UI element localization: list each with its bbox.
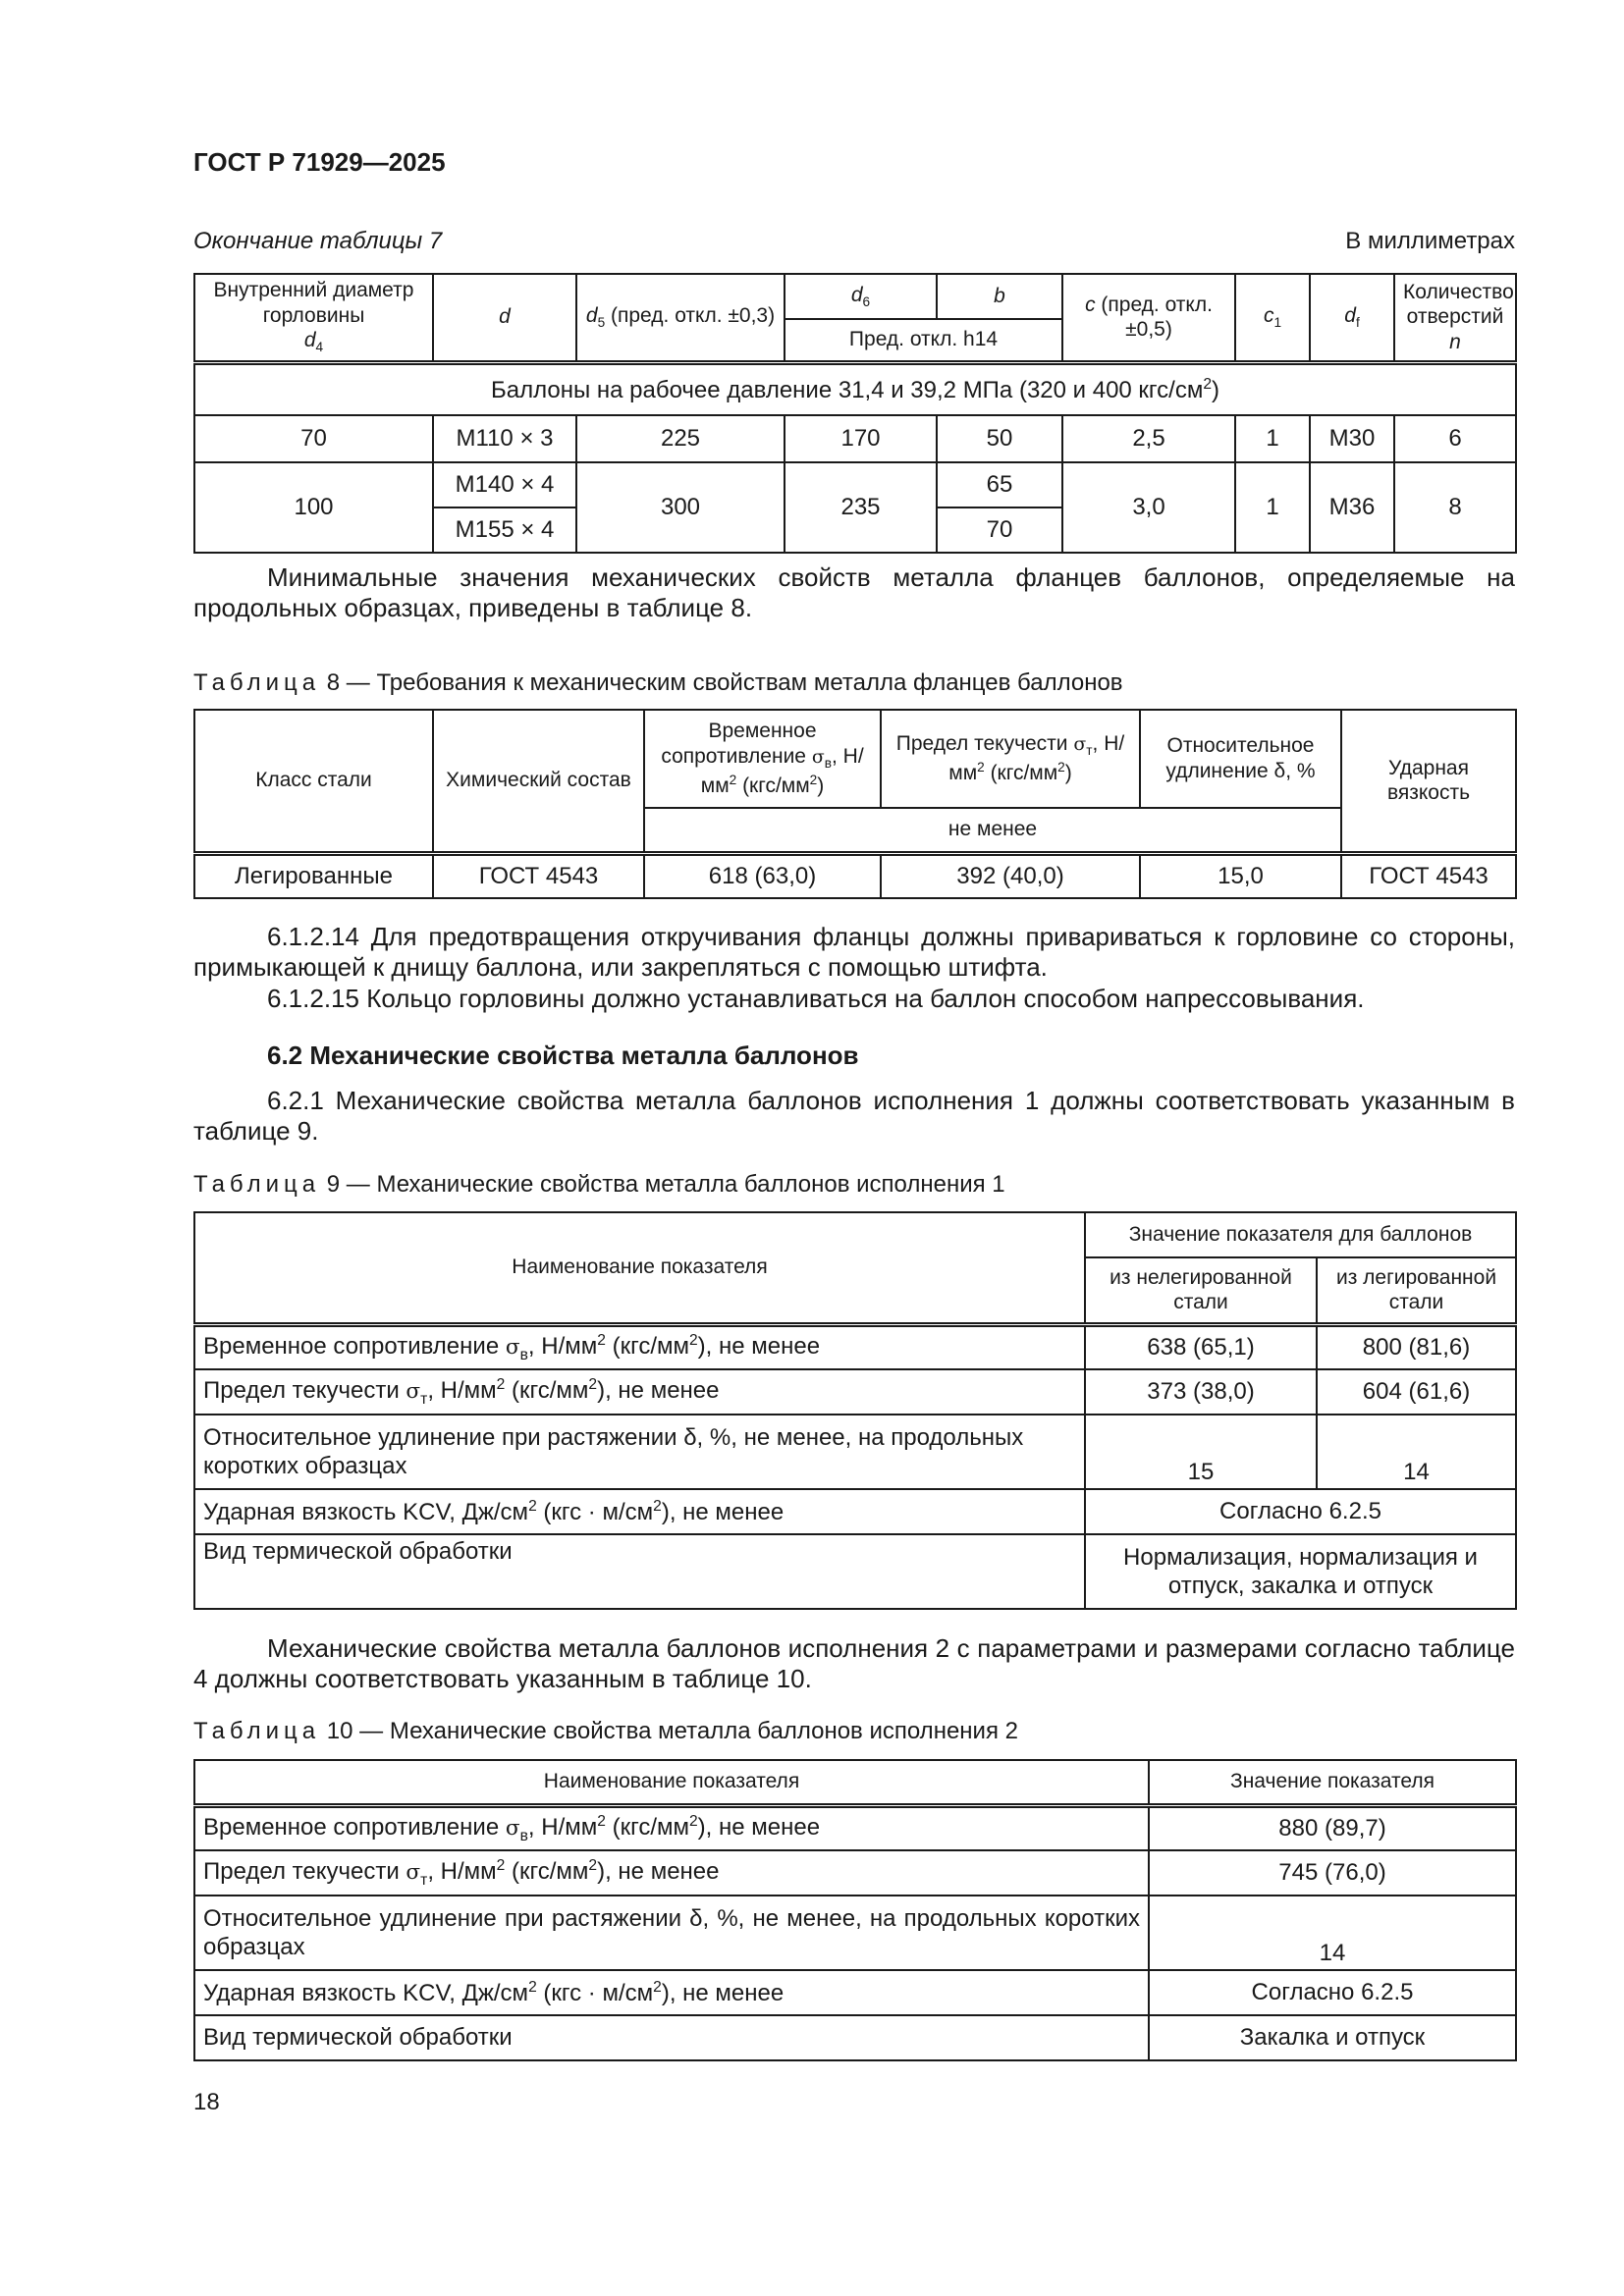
page-number: 18 <box>193 2089 220 2115</box>
t8-h-impact: Ударная вязкость <box>1341 710 1516 853</box>
paragraph-version-2: Механические свойства металла баллонов исполнения 2 с параметрами и размерами согласно таблице 4 должны соответствовать указанным в таблице 10. <box>193 1633 1515 1693</box>
t9-row-heat-treatment: Вид термической обработки Нормализация, нормализация и отпуск, закалка и отпуск <box>194 1534 1516 1609</box>
t8-h-elong: Относительное удлинение δ, % <box>1140 710 1341 808</box>
t10-row-impact: Ударная вязкость KCV, $Дж/см^2$ $(кгс \cdot м/см^2)$, не менее Согласно 6.2.5 <box>194 1970 1516 2015</box>
t8-row: Легированные ГОСТ 4543 618 (63,0) 392 (40,0) 15,0 ГОСТ 4543 <box>194 853 1516 898</box>
t7-h-d6: $d_6$ <box>785 274 937 319</box>
t8-h-not-less: не менее <box>644 808 1341 853</box>
table8 <box>193 709 1517 899</box>
t10-row-yield: Предел текучести $\sigma_т$, $Н/мм^2$ $(кгс/мм^2)$, не менее 745 (76,0) <box>194 1850 1516 1896</box>
t7-row-1: 70 М110 × 3 225 170 50 2,5 1 М30 6 <box>194 415 1516 462</box>
t9-row-impact: Ударная вязкость KCV, $Дж/см^2$ $(кгс \cdot м/см^2)$, не менее Согласно 6.2.5 <box>194 1489 1516 1534</box>
t7-row-2: 100 М140 × 4 300 235 65 3,0 1 М36 8 <box>194 462 1516 507</box>
t10-row-heat-treatment: Вид термической обработки Закалка и отпуск <box>194 2015 1516 2060</box>
table7-caption: Окончание таблицы 7 <box>193 228 443 254</box>
table7-caption-line <box>193 228 1515 255</box>
t7-group-row: Баллоны на рабочее давление 31,4 и 39,2 МПа (320 и 400 кгс/$см^2$) <box>194 362 1516 415</box>
t9-h-unalloyed: из нелегированной стали <box>1085 1257 1317 1324</box>
t8-h-yield: Предел текучести $\sigma_т$, $Н/мм^2$ $(кгс/мм^2)$ <box>881 710 1140 808</box>
paragraph-6-1-2-15: 6.1.2.15 Кольцо горловины должно устанавливаться на баллон способом напрессовывания. <box>267 984 1365 1013</box>
t10-h-name: Наименование показателя <box>194 1760 1149 1805</box>
t9-row-yield: Предел текучести $\sigma_т$, $Н/мм^2$ $(кгс/мм^2)$, не менее 373 (38,0) 604 (61,6) <box>194 1369 1516 1415</box>
t10-row-tensile: Временное сопротивление $\sigma_в$, $Н/мм^2$ $(кгс/мм^2)$, не менее 880 (89,7) <box>194 1805 1516 1850</box>
table9 <box>193 1211 1517 1610</box>
t10-row-elongation: Относительное удлинение при растяжении δ, %, не менее, на продольных коротких образцах 14 <box>194 1896 1516 1970</box>
t7-h-holes: Количество отверстий n <box>1394 274 1516 362</box>
t9-h-name: Наименование показателя <box>194 1212 1085 1324</box>
table7-units: В миллиметрах <box>1345 228 1515 254</box>
table7 <box>193 273 1517 554</box>
t7-h-c1: $с_1$ <box>1235 274 1310 362</box>
section-title-6-2: 6.2 Механические свойства металла баллонов <box>267 1041 859 1070</box>
t9-row-elongation: Относительное удлинение при растяжении δ, %, не менее, на продольных коротких образцах 15 14 <box>194 1415 1516 1489</box>
document-header: ГОСТ Р 71929—2025 <box>193 147 446 177</box>
t9-h-value: Значение показателя для баллонов <box>1085 1212 1516 1257</box>
t7-h-d5: $d_5$ (пред. откл. ±0,3) <box>576 274 785 362</box>
table10 <box>193 1759 1517 2061</box>
table9-caption: Таблица 9 — Механические свойства металла баллонов исполнения 1 <box>193 1171 1005 1198</box>
t9-row-tensile: Временное сопротивление $\sigma_в$, $Н/мм^2$ $(кгс/мм^2)$, не менее 638 (65,1) 800 (81,6) <box>194 1324 1516 1369</box>
t7-h-d: d <box>433 274 576 362</box>
t8-h-chem: Химический состав <box>433 710 644 853</box>
t8-h-class: Класс стали <box>194 710 433 853</box>
t7-row-3: М155 × 4 70 <box>194 507 1516 553</box>
paragraph-flange-props: Минимальные значения механических свойств металла фланцев баллонов, определяемые на продольных образцах, приведены в таблице 8. <box>193 562 1515 622</box>
t10-h-value: Значение показателя <box>1149 1760 1516 1805</box>
paragraph-6-2-1: 6.2.1 Механические свойства металла баллонов исполнения 1 должны соответствовать указанным в таблице 9. <box>193 1086 1515 1146</box>
paragraph-6-1-2-14: 6.1.2.14 Для предотвращения откручивания фланцы должны привариваться к горловине со стороны, примыкающей к днищу баллона, или закрепляться с помощью штифта. <box>193 922 1515 982</box>
t7-h-c: с (пред. откл. ±0,5) <box>1062 274 1235 362</box>
t8-h-tensile: Временное сопротивление $\sigma_в$, $Н/мм^2$ $(кгс/мм^2)$ <box>644 710 881 808</box>
t7-h-b: b <box>937 274 1062 319</box>
t7-h-df: $d_f$ <box>1310 274 1394 362</box>
table10-caption: Таблица 10 — Механические свойства металла баллонов исполнения 2 <box>193 1718 1018 1744</box>
t7-h-tolerance: Пред. откл. h14 <box>785 319 1062 362</box>
table8-caption: Таблица 8 — Требования к механическим свойствам металла фланцев баллонов <box>193 669 1123 696</box>
t7-h-inner-diameter: Внутренний диаметр горловины $d_4$ <box>194 274 433 362</box>
t9-h-alloyed: из легированной стали <box>1317 1257 1516 1324</box>
